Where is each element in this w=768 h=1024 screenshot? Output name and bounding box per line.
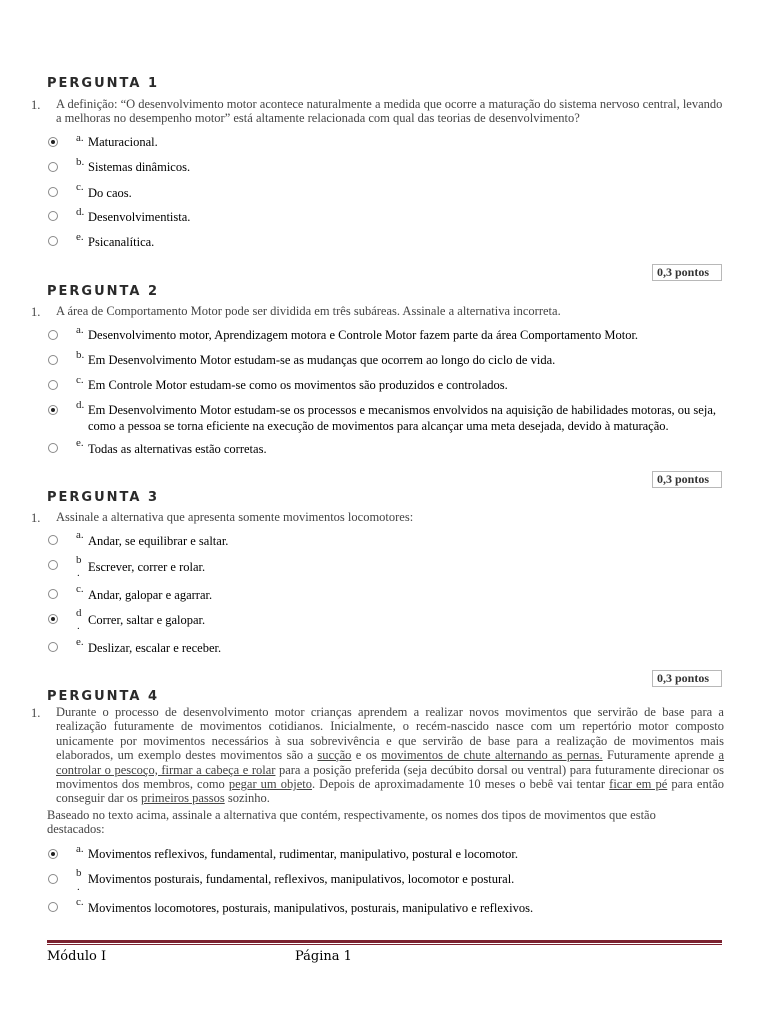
option-radio[interactable]	[48, 614, 58, 624]
option-text: Movimentos reflexivos, fundamental, rudimentar, manipulativo, postural e locomotor.	[88, 847, 518, 861]
footer-rule-thin	[47, 944, 722, 945]
question-2-points: 0,3 pontos	[652, 471, 722, 488]
question-2-heading: PERGUNTA 2	[47, 284, 160, 299]
option-letter: b	[76, 554, 82, 566]
highlight-passos: primeiros passos	[141, 791, 225, 806]
option-dot: .	[77, 620, 80, 632]
option-text: Todas as alternativas estão corretas.	[88, 442, 267, 456]
option-radio[interactable]	[48, 330, 58, 340]
option-letter: b	[76, 867, 82, 879]
option-letter: c.	[76, 583, 84, 595]
option-text: Correr, saltar e galopar.	[88, 613, 206, 627]
footer-page-number: Página 1	[295, 949, 352, 964]
option-text: Maturacional.	[88, 135, 158, 149]
question-4-heading: PERGUNTA 4	[47, 689, 160, 704]
option-text: Movimentos posturais, fundamental, reflexivos, manipulativos, locomotor e postural.	[88, 872, 515, 886]
option-dot: .	[77, 567, 80, 579]
option-letter: a.	[76, 324, 84, 336]
option-letter: d	[76, 607, 82, 619]
option-letter: d.	[76, 399, 85, 411]
option-text: Em Controle Motor estudam-se como os movimentos são produzidos e controlados.	[88, 378, 508, 392]
option-text: Sistemas dinâmicos.	[88, 160, 191, 174]
question-1-stem: A definição: “O desenvolvimento motor acontece naturalmente a medida que ocorre a maturação do sistema nervoso central, levando a melhoras no desempenho motor” está altamente relacionada com qual das teorias de desenvolvimento?	[56, 97, 723, 126]
question-1-heading: PERGUNTA 1	[47, 76, 160, 91]
option-radio[interactable]	[48, 874, 58, 884]
option-radio[interactable]	[48, 535, 58, 545]
option-radio[interactable]	[48, 187, 58, 197]
option-radio[interactable]	[48, 137, 58, 147]
option-letter: a.	[76, 132, 84, 144]
option-letter: e.	[76, 636, 84, 648]
option-letter: c.	[76, 181, 84, 193]
option-letter: b.	[76, 349, 85, 361]
question-2-number: 1.	[31, 305, 41, 319]
question-1-points: 0,3 pontos	[652, 264, 722, 281]
option-radio[interactable]	[48, 560, 58, 570]
highlight-chute: movimentos de chute alternando as pernas.	[381, 748, 603, 763]
option-radio[interactable]	[48, 380, 58, 390]
option-text: Em Desenvolvimento Motor estudam-se os processos e mecanismos envolvidos na aquisição de habilidades motoras, ou seja, como a pessoa se torna eficiente na execução de movimentos para alcançar uma meta desejada, devido à maturação.	[88, 403, 716, 433]
option-letter: a.	[76, 529, 84, 541]
question-3-points: 0,3 pontos	[652, 670, 722, 687]
question-3-stem: Assinale a alternativa que apresenta somente movimentos locomotores:	[56, 510, 414, 524]
option-text: Deslizar, escalar e receber.	[88, 641, 222, 655]
option-radio[interactable]	[48, 355, 58, 365]
highlight-ficar-em-pe: ficar em pé	[609, 777, 668, 792]
question-4-followup: Baseado no texto acima, assinale a alternativa que contém, respectivamente, os nomes dos tipos de movimentos que estão destacados:	[47, 808, 656, 837]
question-3-number: 1.	[31, 511, 41, 525]
option-letter: e.	[76, 437, 84, 449]
option-radio[interactable]	[48, 849, 58, 859]
option-text: Escrever, correr e rolar.	[88, 560, 206, 574]
question-4-stem: Durante o processo de desenvolvimento motor crianças aprendem a realizar novos movimentos que servirão de base para a realização futuramente de movimentos cotidianos. Inicialmente, o recém-nascido nasce com um repertório motor composto unicamente por movimentos necessários à sua sobrevivência e que servirão de base para a realização de movimentos mais elaborados, um exemplo destes movimentos são a sucção e os movimentos de chute alternando as pernas. Futuramente aprende a controlar o pescoço, firmar a cabeça e rolar para a posição preferida (seja decúbito dorsal ou ventral) para futuramente direcionar os movimentos dos membros, como pegar um objeto. Depois de aproximadamente 10 meses o bebê vai tentar ficar em pé para então conseguir dar os primeiros passos sozinho.	[56, 705, 725, 806]
question-1-number: 1.	[31, 98, 41, 112]
option-dot: .	[77, 881, 80, 893]
question-2-stem: A área de Comportamento Motor pode ser dividida em três subáreas. Assinale a alternativa incorreta.	[56, 304, 561, 318]
question-3-heading: PERGUNTA 3	[47, 490, 160, 505]
option-radio[interactable]	[48, 162, 58, 172]
option-letter: c.	[76, 896, 84, 908]
footer-module: Módulo I	[47, 949, 107, 964]
highlight-pegar: pegar um objeto	[228, 777, 312, 792]
option-letter: c.	[76, 374, 84, 386]
option-radio[interactable]	[48, 211, 58, 221]
option-radio[interactable]	[48, 443, 58, 453]
option-letter: a.	[76, 843, 84, 855]
option-text: Em Desenvolvimento Motor estudam-se as mudanças que ocorrem ao longo do ciclo de vida.	[88, 353, 556, 367]
highlight-pescoco: a controlar o pescoço, firmar a cabeça e rolar	[56, 748, 725, 777]
question-4-number: 1.	[31, 706, 41, 720]
option-text: Desenvolvimentista.	[88, 210, 191, 224]
option-radio[interactable]	[48, 405, 58, 415]
footer-rule-thick	[47, 940, 722, 943]
option-text: Movimentos locomotores, posturais, manipulativos, posturais, manipulativo e reflexivos.	[88, 901, 534, 915]
option-letter: e.	[76, 231, 84, 243]
option-radio[interactable]	[48, 236, 58, 246]
option-letter: d.	[76, 206, 85, 218]
option-radio[interactable]	[48, 642, 58, 652]
highlight-succao: sucção	[317, 748, 352, 763]
option-text: Andar, galopar e agarrar.	[88, 588, 213, 602]
option-radio[interactable]	[48, 902, 58, 912]
option-letter: b.	[76, 156, 85, 168]
option-text: Desenvolvimento motor, Aprendizagem motora e Controle Motor fazem parte da área Comportamento Motor.	[88, 328, 639, 342]
option-radio[interactable]	[48, 589, 58, 599]
option-text: Andar, se equilibrar e saltar.	[88, 534, 229, 548]
option-text: Psicanalítica.	[88, 235, 155, 249]
option-text: Do caos.	[88, 186, 132, 200]
